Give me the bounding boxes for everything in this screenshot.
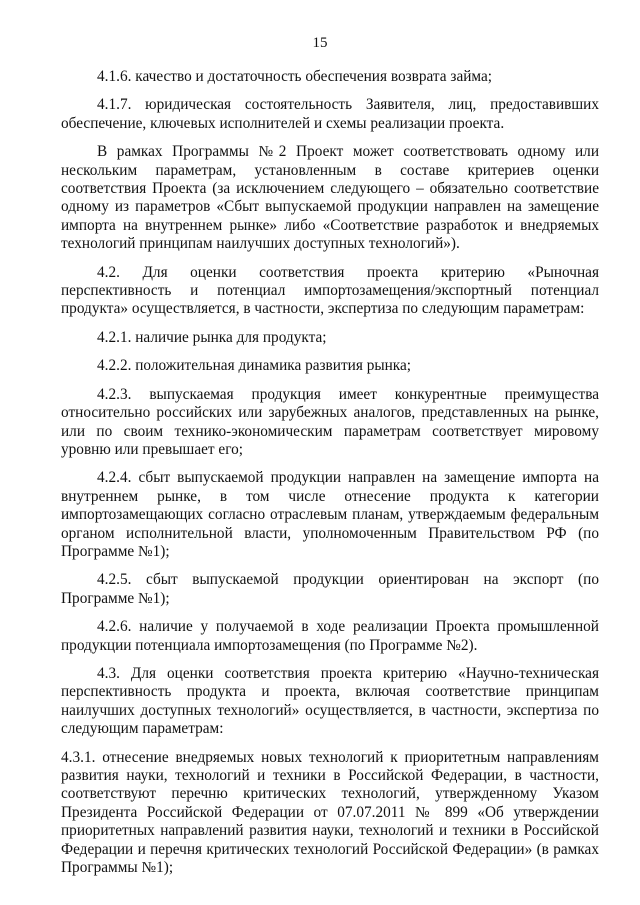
paragraph-4-3-1: 4.3.1. отнесение внедряемых новых технологий к приоритетным направлениям развития науки, технологий и техники в Российской Федерации, в частности, соответствуют перечню критических технологий, утвержденному Указом Президента Российской Федерации от 07.07.2011 № 899 «Об утверждении приоритетных направлений развития науки, технологий и техники в Российской Федерации и перечня критических технологий Российской Федерации» (в рамках Программы №1); [61, 748, 599, 877]
paragraph-4-2-6: 4.2.6. наличие у получаемой в ходе реализации Проекта промышленной продукции потенциала импортозамещения (по Программе №2). [61, 618, 599, 654]
paragraph-4-2-5: 4.2.5. сбыт выпускаемой продукции ориентирован на экспорт (по Программе №1); [61, 571, 599, 607]
paragraph-program-2-note: В рамках Программы №2 Проект может соответствовать одному или нескольким параметрам, установленным в составе критериев оценки соответствия Проекта (за исключением следующего – обязательно соответствие одному из параметров «Сбыт выпускаемой продукции направлен на замещение импорта на внутреннем рынке» либо «Соответствие разработок и внедряемых технологий принципам наилучших доступных технологий»). [61, 143, 599, 253]
paragraph-4-2-4: 4.2.4. сбыт выпускаемой продукции направлен на замещение импорта на внутреннем рынке, в том числе отнесение продукта к категории импортозамещающих согласно отраслевым планам, утверждаемым федеральным органом исполнительной власти, уполномоченным Правительством РФ (по Программе №1); [61, 469, 599, 560]
paragraph-4-2-2: 4.2.2. положительная динамика развития рынка; [97, 357, 412, 375]
document-body [61, 68, 599, 887]
paragraph-4-2-3: 4.2.3. выпускаемая продукция имеет конкурентные преимущества относительно российских или зарубежных аналогов, представленных на рынке, или по своим технико-экономическим параметрам соответствует мировому уровню или превышает его; [61, 385, 599, 458]
paragraph-4-1-7: 4.1.7. юридическая состоятельность Заявителя, лиц, предоставивших обеспечение, ключевых исполнителей и схемы реализации проекта. [61, 96, 599, 132]
paragraph-4-2-1: 4.2.1. наличие рынка для продукта; [97, 328, 327, 346]
page-number: 15 [312, 35, 328, 51]
paragraph-4-1-6: 4.1.6. качество и достаточность обеспечения возврата займа; [97, 68, 493, 85]
paragraph-4-2: 4.2. Для оценки соответствия проекта критерию «Рыночная перспективность и потенциал импортозамещения/экспортный потенциал продукта» осуществляется, в частности, экспертиза по следующим параметрам: [61, 263, 599, 318]
paragraph-4-3: 4.3. Для оценки соответствия проекта критерию «Научно-техническая перспективность продукта и проекта, включая соответствие принципам наилучших доступных технологий» осуществляется, в частности, экспертиза по следующим параметрам: [61, 664, 599, 738]
